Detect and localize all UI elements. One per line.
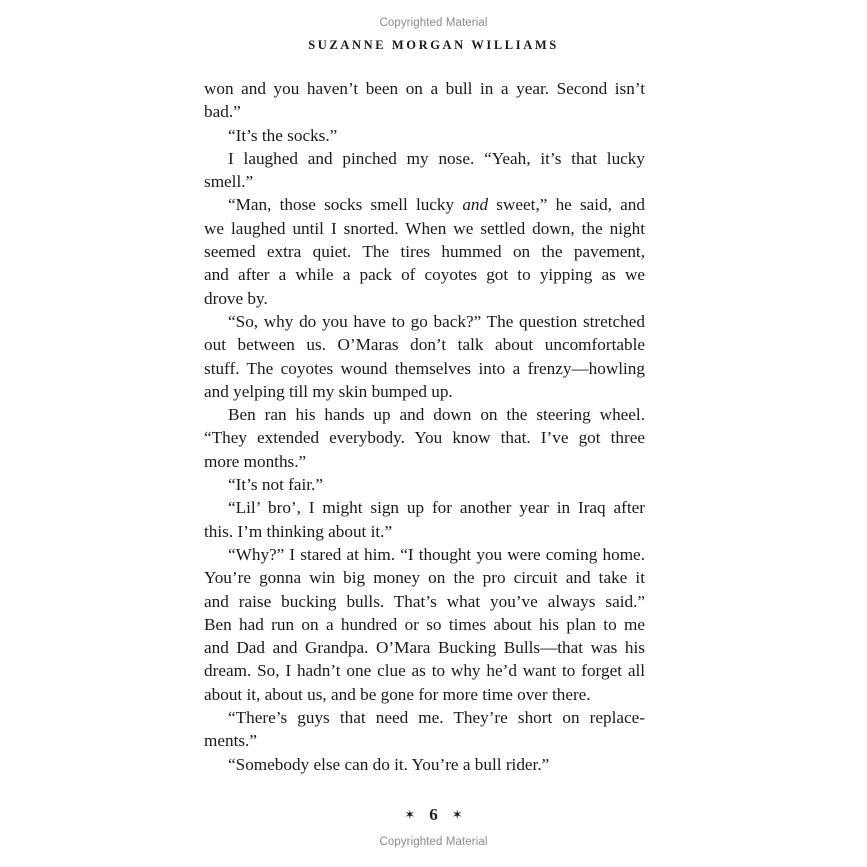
text-line: Ben had run on a hundred or so times about his plan to me (204, 614, 645, 634)
text-line: “Somebody else can do it. You’re a bull rider.” (228, 754, 550, 774)
text-line: “Lil’ bro’, I might sign up for another year in Iraq after (228, 498, 645, 518)
text-line: ments.” (204, 731, 257, 751)
text-line: Ben ran his hands up and down on the steering wheel. (228, 405, 645, 425)
text-line: smell.” (204, 172, 254, 192)
running-head-author: SUZANNE MORGAN WILLIAMS (308, 38, 559, 52)
text-line: and raise bucking bulls. That’s what you’ve always said.” (204, 591, 645, 611)
text-line: bad.” (204, 102, 241, 122)
text-line: drove by. (204, 288, 268, 308)
text-line: “There’s guys that need me. They’re short on replace- (228, 708, 645, 728)
star-ornament-icon: ✶ (404, 807, 416, 822)
text-line: this. I’m thinking about it.” (204, 521, 393, 541)
text-line (204, 193, 645, 216)
text-line: “They extended everybody. You know that. I’ve got three (204, 428, 645, 448)
emphasis-word: and (462, 195, 489, 215)
text-line: “So, why do you have to go back?” The question stretched (228, 311, 645, 331)
text-line: “Why?” I stared at him. “I thought you were coming home. (228, 544, 645, 564)
text-line: we laughed until I snorted. When we settled down, the night (204, 218, 645, 238)
text-line: You’re gonna win big money on the pro circuit and take it (204, 568, 645, 588)
text-line: “It’s not fair.” (228, 475, 323, 495)
text-segment: sweet,” he said, and (488, 195, 645, 215)
copyright-watermark-bottom: Copyrighted Material (379, 836, 488, 848)
copyright-watermark-top: Copyrighted Material (379, 17, 488, 29)
text-line: “It’s the socks.” (228, 125, 338, 145)
star-ornament-icon: ✶ (451, 807, 463, 822)
text-line: dream. So, I hadn’t one clue as to why he’d want to forget all (204, 661, 645, 681)
text-line: and yelping till my skin bumped up. (204, 381, 453, 401)
text-line: won and you haven’t been on a bull in a year. Second isn’t (204, 79, 645, 98)
text-line: stuff. The coyotes wound themselves into a frenzy—howling (204, 358, 645, 378)
text-line: and after a while a pack of coyotes got to yipping as we (204, 265, 645, 285)
text-segment: “Man, those socks smell lucky (228, 195, 463, 215)
text-line: and Dad and Grandpa. O’Mara Bucking Bulls—that was his (204, 638, 645, 658)
text-line: more months.” (204, 451, 307, 471)
text-line: about it, about us, and be gone for more time over there. (204, 684, 591, 704)
text-line: seemed extra quiet. The tires hummed on the pavement, (204, 242, 645, 262)
text-line: I laughed and pinched my nose. “Yeah, it’s that lucky (228, 148, 645, 168)
page-number: 6 (429, 805, 438, 824)
body-text (204, 77, 645, 776)
page-folio (0, 805, 867, 825)
text-line: out between us. O’Maras don’t talk about uncomfortable (204, 335, 645, 355)
